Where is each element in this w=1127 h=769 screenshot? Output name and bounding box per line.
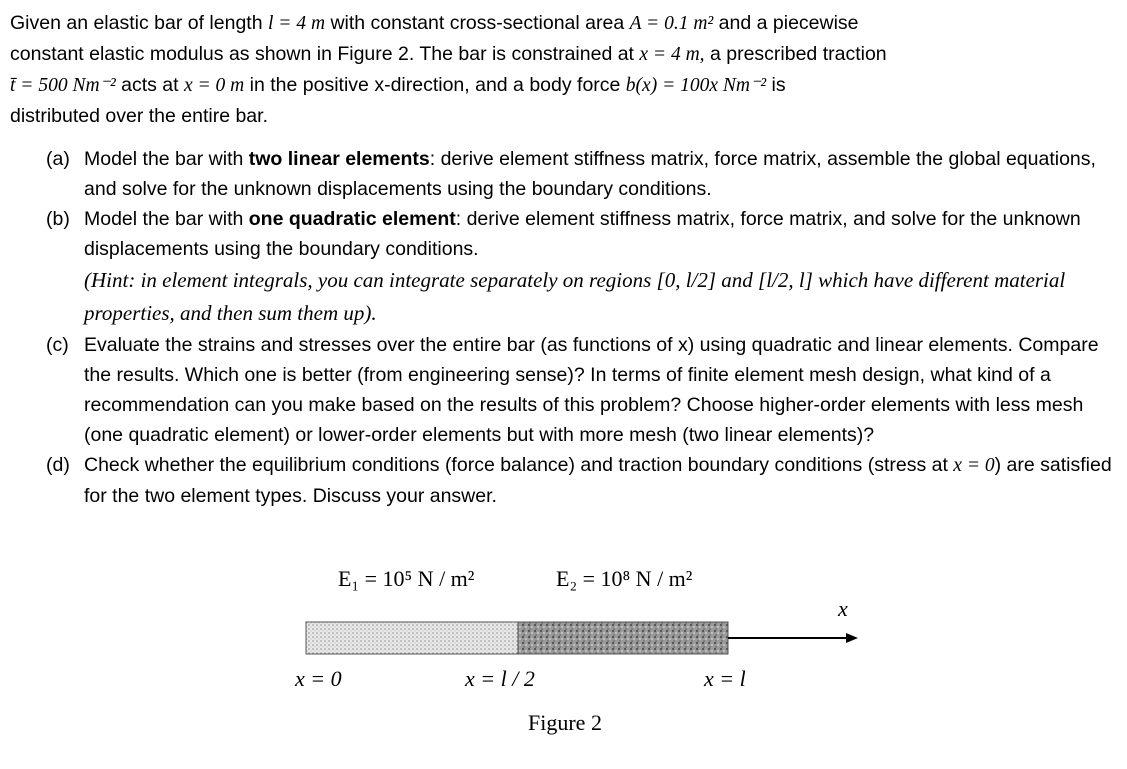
xmid-label: x = l / 2 [465,666,535,691]
intro-line-2: constant elastic modulus as shown in Figure 2. The bar is constrained at x = 4 m, a prescribed traction [10,43,887,65]
part-d: (d) Check whether the equilibrium conditions (force balance) and traction boundary conditions (stress at x = 0) are satisfied for the two element types. Discuss your answer. [46,450,1116,511]
part-label: (c) [46,334,69,356]
part-a: (a) Model the bar with two linear elements: derive element stiffness matrix, force matrix, assemble the global equations, and solve for the unknown displacements using the boundary conditions. [46,144,1116,204]
arrow-head-icon [846,633,858,643]
hint-text: (Hint: in element integrals, you can integrate separately on regions [0, l/2] and [l/2, l] which have different material properties, and then sum them up). [84,268,1066,325]
part-label: (a) [46,148,70,170]
bar-region-e1 [306,622,518,654]
xend-label: x = l [704,666,746,691]
x0-label: x = 0 [295,666,342,691]
intro-line-3: t̄ = 500 Nm⁻² acts at x = 0 m in the positive x-direction, and a body force b(x) = 100x Nm⁻² is [10,74,786,96]
bar-region-e2 [518,622,728,654]
figure-caption: Figure 2 [528,710,602,735]
e1-label: E₁ = 10⁵ N / m² [338,566,475,591]
e2-label: E₂ = 10⁸ N / m² [556,566,693,591]
part-b: (b) Model the bar with one quadratic element: derive element stiffness matrix, force matrix, and solve for the unknown displacements using the boundary conditions. (Hint: in element integrals, you can integrate separately on regions [0, l/2] and [l/2, l] which have different material properties, and then sum them up). [46,204,1116,330]
axis-label: x [838,596,848,621]
intro-line-4: distributed over the entire bar. [10,105,268,127]
intro-line-1: Given an elastic bar of length l = 4 m with constant cross-sectional area A = 0.1 m² and a piecewise [10,12,859,34]
part-label: (b) [46,208,70,230]
part-label: (d) [46,454,70,476]
part-c: (c) Evaluate the strains and stresses over the entire bar (as functions of x) using quadratic and linear elements. Compare the results. Which one is better (from engineering sense)? In terms of finite element mesh design, what kind of a recommendation can you make based on the results of this problem? Choose higher-order elements with less mesh (one quadratic element) or lower-order elements but with more mesh (two linear elements)? [46,330,1116,450]
